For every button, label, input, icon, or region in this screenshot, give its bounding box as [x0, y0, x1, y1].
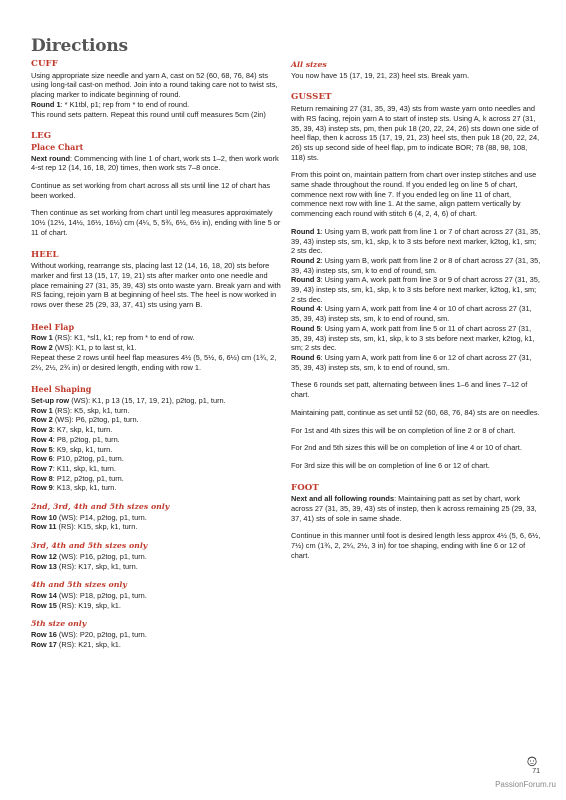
row-text: (WS): P6, p2tog, p1, turn. [52, 415, 139, 425]
watermark: PassionForum.ru [495, 780, 556, 789]
row-label: Row 17 [31, 639, 57, 649]
instruction-row [291, 304, 541, 323]
row-text: : Commencing with line 1 of chart, work sts 1–2, then work work 4-st rep 12 (14, 16, 18, 20) times, then work sts 7–8 once. [31, 153, 279, 173]
instruction-row [31, 522, 283, 532]
leg-heading: LEG [31, 131, 52, 142]
gusset-rounds [291, 227, 541, 373]
row-label: Round 6 [291, 352, 321, 362]
instruction-row [31, 435, 283, 445]
row-text: : * K1tbl, p1; rep from * to end of round. [60, 99, 190, 109]
row-text: (WS): K1, p to last st, k1. [52, 343, 137, 353]
instruction-row [31, 406, 283, 416]
instruction-row [31, 591, 283, 601]
foot-para2: Continue in this manner until foot is desired length less approx 4½ (5, 6, 6½, 7½) cm (1¾, 2, 2¼, 2½, 3 in) for toe shaping, ending with line 6 or 12 of chart. [291, 531, 541, 560]
heel-para1: Without working, rearrange sts, placing last 12 (14, 16, 18, 20) sts before marker and first 13 (15, 17, 19, 21) sts after marker onto one needle and place remaining 27 (31, 35, 39, 43) sts onto waste yarn. Break yarn and with RS facing, rejoin yarn B at beginning of heel sts. The heel is now worked in rows over these 25 (29, 33, 37, 41) sts using yarn B. [31, 261, 281, 310]
row-label: Row 2 [31, 343, 53, 353]
row-label: Row 3 [31, 425, 53, 435]
instruction-row [291, 324, 541, 353]
page-number: 71 [532, 768, 540, 775]
row-text: (WS): P14, p2tog, p1, turn. [56, 512, 147, 522]
gusset-heading: GUSSET [291, 92, 332, 103]
leg-next-round [31, 154, 283, 173]
gusset-para6: For 2nd and 5th sizes this will be on completion of line 4 or 10 of chart. [291, 443, 522, 453]
instruction-row [31, 445, 283, 455]
row-text: (WS): K1, p 13 (15, 17, 19, 21), p2tog, p1, turn. [69, 395, 226, 405]
row-text: : Using yarn A, work patt from line 4 or 10 of chart across 27 (31, 35, 39, 43) instep sts, sm, k to end of round, sm. [291, 304, 532, 324]
row-text: : Using yarn B, work patt from line 2 or 8 of chart across 27 (31, 35, 39, 43) instep sts, sm, k to end of round, sm. [291, 255, 541, 275]
row-label: Row 10 [31, 512, 57, 522]
instruction-row [31, 640, 283, 650]
gusset-para4: Maintaining patt, continue as set until 52 (60, 68, 76, 84) sts are on needles. [291, 407, 540, 417]
heel-shaping-rows [31, 396, 283, 493]
row-text: (WS): P20, p2tog, p1, turn. [56, 630, 147, 640]
row-label: Row 2 [31, 415, 53, 425]
instruction-row [31, 396, 283, 406]
sizes-c-label: 4th and 5th sizes only [31, 580, 127, 590]
row-text: : Using yarn A, work patt from line 6 or 12 of chart across 27 (31, 35, 39, 43) instep sts, sm, k to end of round, sm. [291, 352, 532, 372]
right-column [291, 60, 541, 569]
instruction-row [291, 256, 541, 275]
sizes-b-label: 3rd, 4th and 5th sizes only [31, 541, 148, 551]
row-label: Row 5 [31, 444, 53, 454]
row-text: (RS): K1, *sl1, k1; rep from * to end of row. [52, 333, 195, 343]
cuff-round1 [31, 100, 283, 110]
instruction-row [31, 333, 283, 343]
row-label: Row 11 [31, 522, 57, 532]
row-text: (RS): K21, skp, k1. [56, 639, 121, 649]
instruction-row [291, 353, 541, 372]
row-label: Row 12 [31, 551, 57, 561]
cartoon-face-icon [525, 755, 539, 767]
row-text: : Using yarn A, work patt from line 5 or 11 of chart across 27 (31, 35, 39, 43) instep sts, sm, k1, skp, k to 3 sts before next marker, k2tog, k1, sm; 2 sts dec. [291, 323, 535, 353]
row-text: : Using yarn A, work patt from line 3 or 9 of chart across 27 (31, 35, 39, 43) instep sts, sm, k1, skp, k to 3 sts before next marker, k2tog, k1, sm; 2 sts dec. [291, 275, 540, 304]
row-label: Set-up row [31, 395, 70, 405]
page-title: Directions [31, 36, 128, 56]
row-text: : K13, skp, k1, turn. [52, 483, 117, 493]
place-chart-subheading: Place Chart [31, 141, 84, 152]
heel-flap-para: Repeat these 2 rows until heel flap measures 4½ (5, 5½, 6, 6½) cm (1¾, 2, 2¼, 2½, 2¾ in) or desired length, ending with row 1. [31, 352, 277, 372]
gusset-para3: These 6 rounds set patt, alternating between lines 1–6 and lines 7–12 of chart. [291, 380, 528, 400]
leg-para3: Then continue as set working from chart until leg measures approximately 10½ (12½, 14½, 16½, 16½) cm (4¼, 5, 5¾, 6½, 6½ in), ending with line 5 or 11 of chart. [31, 208, 281, 237]
sizes-a-label: 2nd, 3rd, 4th and 5th sizes only [31, 502, 170, 512]
cuff-para2: This round sets pattern. Repeat this round until cuff measures 5cm (2in) [31, 109, 266, 119]
row-text: : Using yarn B, work patt from line 1 or 7 of chart across 27 (31, 35, 39, 43) instep sts, sm, k1, skp, k to 3 sts before next marker, k2tog, k1, sm; 2 sts dec. [291, 226, 541, 256]
instruction-row [31, 562, 283, 572]
row-text: (RS): K15, skp, k1, turn. [56, 522, 138, 532]
row-text: (RS): K5, skp, k1, turn. [52, 405, 130, 415]
row-label: Row 16 [31, 630, 57, 640]
all-sizes-label: All sizes [291, 60, 327, 69]
row-label: Round 2 [291, 255, 321, 265]
row-label: Next and all following rounds [291, 494, 395, 504]
foot-next-rounds [291, 494, 541, 523]
instruction-row [31, 552, 283, 562]
row-text: : P8, p2tog, p1, turn. [52, 434, 120, 444]
sizes-d-label: 5th size only [31, 619, 87, 629]
all-sizes-para: You now have 15 (17, 19, 21, 23) heel sts. Break yarn. [291, 70, 470, 80]
row-text: : K9, skp, k1, turn. [52, 444, 113, 454]
row-text: : K7, skp, k1, turn. [52, 425, 113, 435]
row-label: Row 6 [31, 454, 53, 464]
row-label: Row 4 [31, 434, 53, 444]
row-text: (WS): P18, p2tog, p1, turn. [56, 590, 147, 600]
instruction-row [31, 513, 283, 523]
row-label: Next round [31, 153, 71, 163]
row-text: : P10, p2tog, p1, turn. [52, 454, 124, 464]
leg-para2: Continue as set working from chart across all sts until line 12 of chart has been worked. [31, 181, 271, 200]
foot-heading: FOOT [291, 482, 319, 493]
row-label: Row 8 [31, 473, 53, 483]
gusset-para1: Return remaining 27 (31, 35, 39, 43) sts from waste yarn onto needles and with RS facing, rejoin yarn A to start of instep sts. Using A, k across 27 (31, 35, 39, 43) instep sts, pm, then puk 18 (20, 22, 24, 26) sts down one side of heel flap, then k across 15 (17, 19, 21, 23) heel sts, then puk 18 (20, 22, 24, 26) sts up second side of heel flap, pm to indicate BOR; 78 (88, 98, 108, 118) sts. [291, 104, 540, 162]
instruction-row [31, 425, 283, 435]
row-text: : K11, skp, k1, turn. [52, 463, 116, 473]
row-text: (RS): K19, skp, k1. [56, 600, 121, 610]
heel-shaping-subheading: Heel Shaping [31, 384, 92, 395]
row-label: Round 3 [291, 275, 321, 285]
row-text: : P12, p2tog, p1, turn. [52, 473, 124, 483]
row-label: Row 1 [31, 405, 53, 415]
instruction-row [291, 275, 541, 304]
instruction-row [31, 483, 283, 493]
sizes-b-rows [31, 552, 283, 571]
heel-flap-rows [31, 333, 283, 352]
row-label: Round 5 [291, 323, 321, 333]
sizes-c-rows [31, 591, 283, 610]
row-label: Row 9 [31, 483, 53, 493]
instruction-row [291, 227, 541, 256]
row-label: Round 4 [291, 304, 321, 314]
gusset-para7: For 3rd size this will be on completion of line 6 or 12 of chart. [291, 460, 490, 470]
cuff-para1: Using appropriate size needle and yarn A, cast on 52 (60, 68, 76, 84) sts using long-tail cast-on method. Join into a round taking care not to twist sts, placing marker to indicate beginning of round. [31, 70, 278, 100]
row-label: Round 1 [291, 226, 321, 236]
row-label: Row 13 [31, 561, 57, 571]
row-label: Row 15 [31, 600, 57, 610]
row-label: Row 1 [31, 333, 53, 343]
row-label: Round 1 [31, 99, 61, 109]
gusset-para5: For 1st and 4th sizes this will be on completion of line 2 or 8 of chart. [291, 425, 516, 435]
heel-heading: HEEL [31, 249, 59, 260]
instruction-row [31, 464, 283, 474]
instruction-row [31, 343, 283, 353]
instruction-row [31, 454, 283, 464]
sizes-a-rows [31, 513, 283, 532]
heel-flap-subheading: Heel Flap [31, 321, 75, 332]
gusset-para2: From this point on, maintain pattern from chart over instep stitches and use same shade throughout the round. If you ended leg on line 5 of chart, commence next row with line 7. If you ended leg on line 11 of chart, commence next row with line 1. At the same, align pattern vertically by commencing each round with stitch 6 (4, 2, 4, 6) of chart. [291, 170, 537, 219]
left-column [31, 60, 283, 649]
cuff-heading: CUFF [31, 59, 58, 69]
row-text: : Maintaining patt as set by chart, work across 27 (31, 35, 39, 43) sts of instep, then k across remaining 25 (29, 33, 37, 41) sts of sole in same shade. [291, 494, 537, 523]
instruction-row [31, 474, 283, 484]
row-text: (RS): K17, skp, k1, turn. [56, 561, 138, 571]
instruction-row [31, 415, 283, 425]
instruction-row [31, 601, 283, 611]
row-label: Row 7 [31, 463, 53, 473]
sizes-d-rows [31, 630, 283, 649]
row-label: Row 14 [31, 590, 57, 600]
row-text: (WS): P16, p2tog, p1, turn. [56, 551, 147, 561]
instruction-row [31, 630, 283, 640]
